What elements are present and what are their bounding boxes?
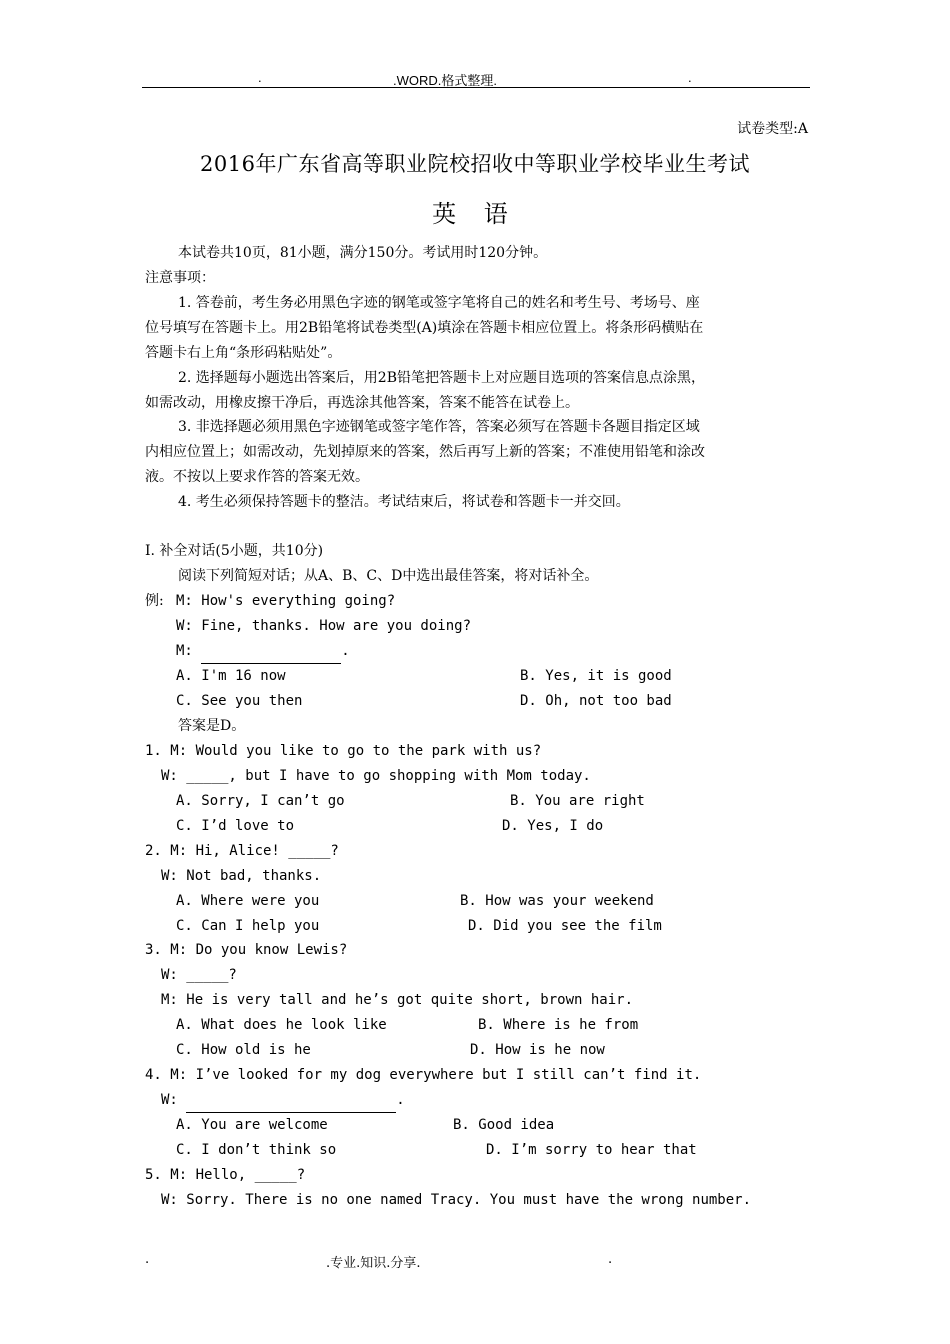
example-line-3-suffix: .	[341, 643, 350, 659]
example-line-3	[176, 639, 350, 664]
example-option-d: D. Oh, not too bad	[520, 693, 672, 709]
q1-line-2: W: _____, but I have to go shopping with Mom today.	[161, 768, 591, 784]
q3-option-c: C. How old is he	[176, 1042, 311, 1058]
example-option-c: C. See you then	[176, 693, 303, 709]
q1-option-b: B. You are right	[510, 793, 645, 809]
note-4-line-1: 4. 考生必须保持答题卡的整洁。考试结束后，将试卷和答题卡一并交回。	[178, 494, 630, 510]
q5-line-1: 5. M: Hello, _____?	[145, 1167, 306, 1183]
q3-option-a: A. What does he look like	[176, 1017, 387, 1033]
header-divider	[142, 87, 810, 88]
note-1-line-1: 1. 答卷前，考生务必用黑色字迹的钢笔或签字笔将自己的姓名和考生号、考场号、座	[178, 295, 700, 311]
notes-title: 注意事项：	[145, 270, 215, 286]
q5-line-2: W: Sorry. There is no one named Tracy. You must have the wrong number.	[161, 1192, 752, 1208]
q4-option-c: C. I don’t think so	[176, 1142, 337, 1158]
note-2-line-1: 2. 选择题每小题选出答案后，用2B铅笔把答题卡上对应题目选项的答案信息点涂黑，	[178, 370, 706, 386]
header-right-dot: .	[688, 70, 692, 85]
subject-title: 英 语	[432, 200, 518, 228]
section-1-instruction: 阅读下列简短对话；从A、B、C、D中选出最佳答案，将对话补全。	[178, 568, 599, 584]
q3-option-d: D. How is he now	[470, 1042, 605, 1058]
q4-answer-blank	[186, 1096, 396, 1113]
example-option-a: A. I'm 16 now	[176, 668, 286, 684]
note-2-line-2: 如需改动，用橡皮擦干净后，再选涂其他答案，答案不能答在试卷上。	[145, 395, 579, 411]
example-answer: 答案是D。	[178, 718, 246, 734]
q2-option-a: A. Where were you	[176, 893, 320, 909]
example-answer-blank	[201, 647, 341, 664]
q2-option-b: B. How was your weekend	[460, 893, 654, 909]
footer-left-dot: .	[145, 1252, 150, 1267]
q2-line-2: W: Not bad, thanks.	[161, 868, 322, 884]
section-1-heading: Ⅰ. 补全对话(5小题，共10分)	[145, 543, 324, 559]
q2-option-c: C. Can I help you	[176, 918, 320, 934]
q1-line-1: 1. M: Would you like to go to the park with us?	[145, 743, 542, 759]
note-1-line-2: 位号填写在答题卡上。用2B铅笔将试卷类型(A)填涂在答题卡相应位置上。将条形码横贴在	[145, 320, 704, 336]
example-label: 例:	[145, 593, 164, 609]
paper-type: 试卷类型:A	[737, 121, 808, 137]
q4-line-2-prefix: W:	[161, 1092, 187, 1108]
q1-option-c: C. I’d love to	[176, 818, 295, 834]
note-3-line-1: 3. 非选择题必须用黑色字迹钢笔或签字笔作答，答案必须写在答题卡各题目指定区域	[178, 419, 700, 435]
intro-text: 本试卷共10页，81小题，满分150分。考试用时120分钟。	[178, 245, 548, 261]
q4-line-2-suffix: .	[396, 1092, 405, 1108]
footer-right-dot: .	[608, 1252, 613, 1267]
q3-line-1: 3. M: Do you know Lewis?	[145, 942, 348, 958]
note-1-line-3: 答题卡右上角“条形码粘贴处”。	[145, 345, 342, 361]
example-line-1: M: How's everything going?	[176, 593, 396, 609]
q1-option-d: D. Yes, I do	[502, 818, 604, 834]
q4-line-2	[161, 1088, 405, 1113]
example-line-2: W: Fine, thanks. How are you doing?	[176, 618, 472, 634]
q2-option-d: D. Did you see the film	[468, 918, 662, 934]
header-left-dot: .	[258, 70, 262, 85]
note-3-line-2: 内相应位置上；如需改动，先划掉原来的答案，然后再写上新的答案；不准使用铅笔和涂改	[145, 444, 705, 460]
q3-option-b: B. Where is he from	[478, 1017, 639, 1033]
header-title: .WORD.格式整理.	[393, 73, 497, 88]
q4-option-d: D. I’m sorry to hear that	[486, 1142, 697, 1158]
q3-line-2: W: _____?	[161, 967, 237, 983]
q4-option-b: B. Good idea	[453, 1117, 555, 1133]
q3-line-3: M: He is very tall and he’s got quite short, brown hair.	[161, 992, 634, 1008]
footer-text: .专业.知识.分享.	[326, 1256, 421, 1271]
example-line-3-prefix: M:	[176, 643, 202, 659]
q1-option-a: A. Sorry, I can’t go	[176, 793, 345, 809]
example-option-b: B. Yes, it is good	[520, 668, 672, 684]
note-3-line-3: 液。不按以上要求作答的答案无效。	[145, 469, 369, 485]
exam-title: 2016年广东省高等职业院校招收中等职业学校毕业生考试	[200, 152, 750, 176]
q2-line-1: 2. M: Hi, Alice! _____?	[145, 843, 339, 859]
q4-option-a: A. You are welcome	[176, 1117, 328, 1133]
q4-line-1: 4. M: I’ve looked for my dog everywhere but I still can’t find it.	[145, 1067, 702, 1083]
